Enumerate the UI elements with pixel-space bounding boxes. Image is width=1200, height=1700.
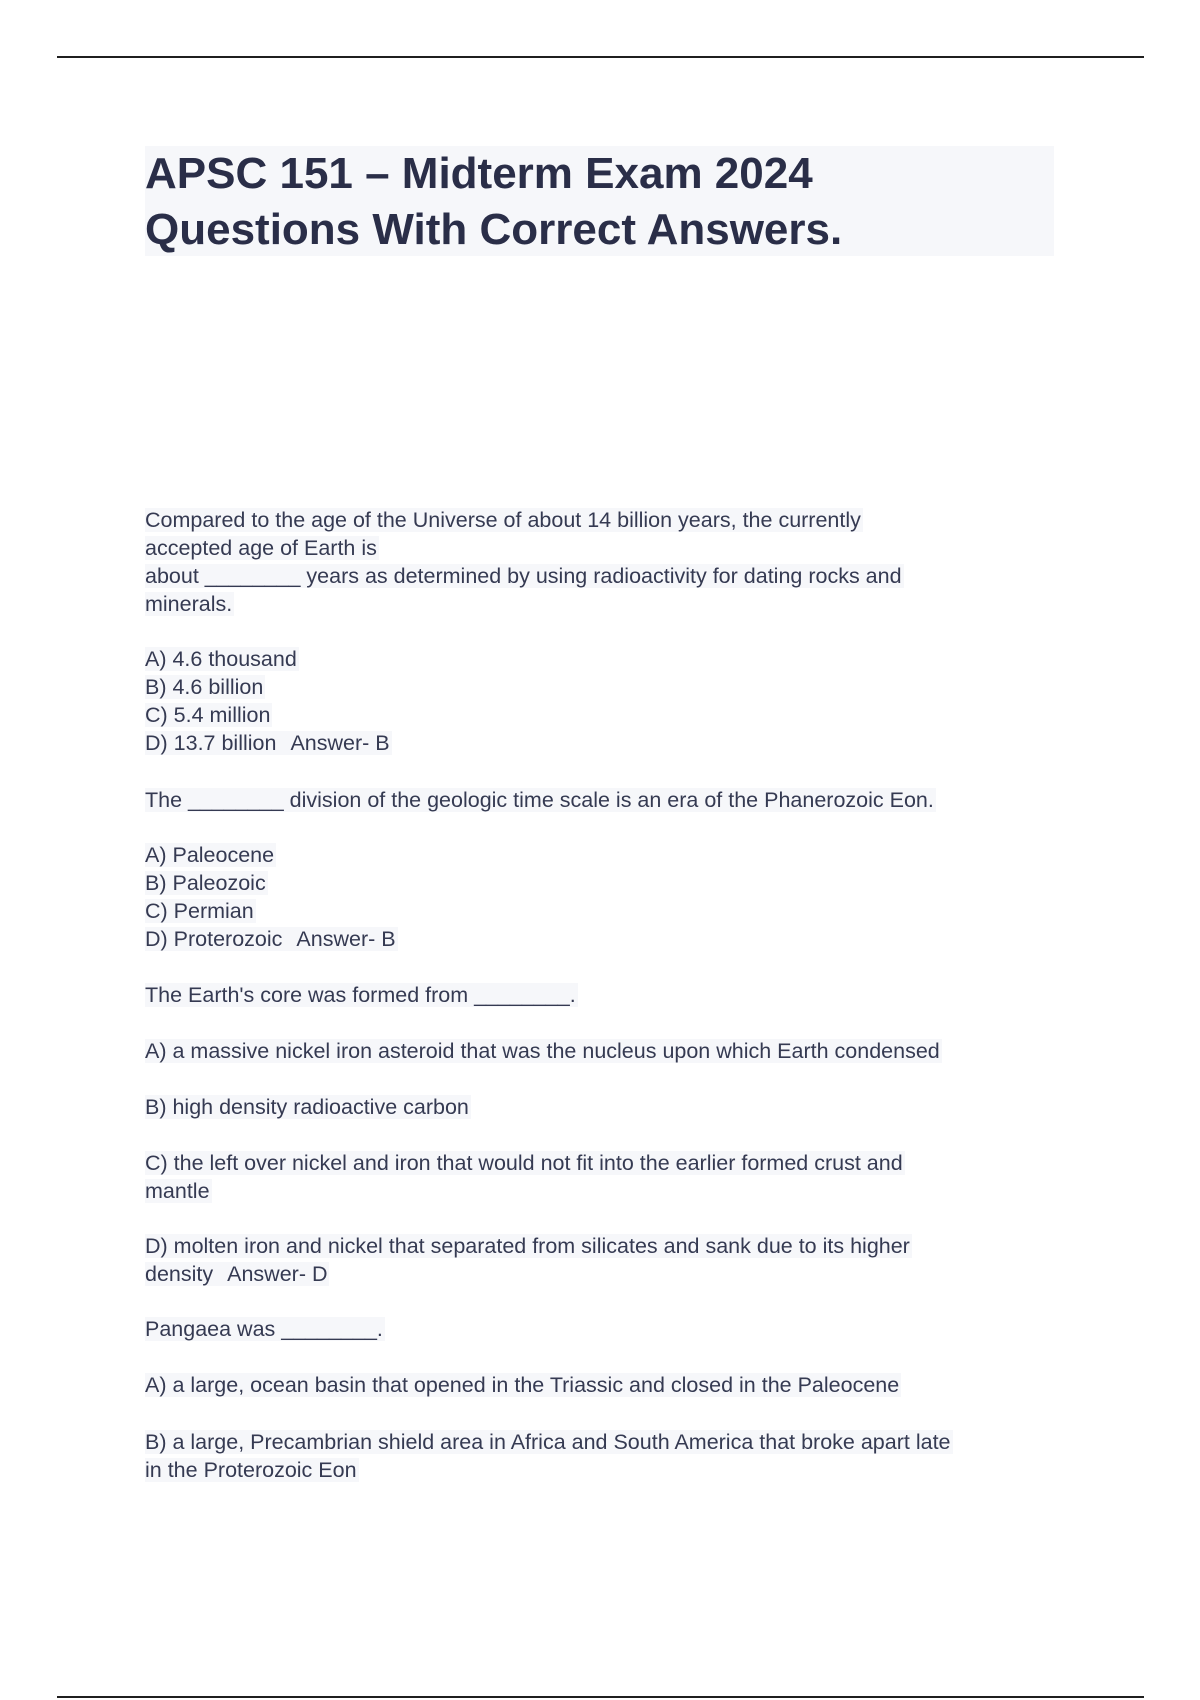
question-4-option-b <box>145 1428 953 1484</box>
question-2-option-c: C) Permian <box>145 899 254 923</box>
title-line-1: APSC 151 – Midterm Exam 2024 <box>145 149 813 198</box>
question-1-option-c: C) 5.4 million <box>145 703 271 727</box>
question-4-option-b-line-2: in the Proterozoic Eon <box>145 1458 357 1482</box>
question-3-option-b-text: B) high density radioactive carbon <box>145 1095 469 1119</box>
question-1-option-b: B) 4.6 billion <box>145 675 264 699</box>
question-4-option-a <box>145 1371 901 1399</box>
question-3-stem <box>145 981 578 1009</box>
question-2-stem-line: The ________ division of the geologic time scale is an era of the Phanerozoic Eon. <box>145 788 934 812</box>
question-4-stem-line: Pangaea was ________. <box>145 1317 383 1341</box>
bottom-rule <box>57 1696 1144 1698</box>
question-3-answer: Answer- D <box>227 1262 328 1286</box>
question-4-option-a-text: A) a large, ocean basin that opened in the Triassic and closed in the Paleocene <box>145 1373 900 1397</box>
question-3-option-a <box>145 1037 942 1065</box>
top-rule <box>57 56 1144 58</box>
question-3-option-a-text: A) a massive nickel iron asteroid that was the nucleus upon which Earth condensed <box>145 1039 940 1063</box>
question-1-stem-line: accepted age of Earth is <box>145 536 377 560</box>
question-3-option-d-line-2: density <box>145 1262 214 1286</box>
question-3-option-c <box>145 1149 905 1205</box>
question-2-option-d: D) Proterozoic <box>145 927 283 951</box>
question-3-option-d-line-1: D) molten iron and nickel that separated from silicates and sank due to its higher <box>145 1234 910 1258</box>
question-1-stem-line: minerals. <box>145 592 233 616</box>
question-4-stem <box>145 1315 385 1343</box>
question-3-option-c-line-2: mantle <box>145 1179 210 1203</box>
title-line-2: Questions With Correct Answers. <box>145 205 843 254</box>
question-4-option-b-line-1: B) a large, Precambrian shield area in Africa and South America that broke apart late <box>145 1430 951 1454</box>
question-1-options <box>145 645 392 757</box>
page-title <box>145 146 842 258</box>
question-1-stem-line: about ________ years as determined by using radioactivity for dating rocks and <box>145 564 902 588</box>
question-2-answer: Answer- B <box>296 927 396 951</box>
question-3-stem-line: The Earth's core was formed from ________. <box>145 983 576 1007</box>
question-1-stem-line: Compared to the age of the Universe of about 14 billion years, the currently <box>145 508 861 532</box>
question-2-stem <box>145 786 936 814</box>
question-1-option-a: A) 4.6 thousand <box>145 647 297 671</box>
question-2-option-b: B) Paleozoic <box>145 871 266 895</box>
question-1-option-d: D) 13.7 billion <box>145 731 277 755</box>
question-1-answer: Answer- B <box>290 731 390 755</box>
question-2-options <box>145 841 398 953</box>
question-3-option-d <box>145 1232 912 1288</box>
question-2-option-a: A) Paleocene <box>145 843 275 867</box>
question-3-option-b <box>145 1093 471 1121</box>
question-1-stem <box>145 506 904 618</box>
question-3-option-c-line-1: C) the left over nickel and iron that would not fit into the earlier formed crust and <box>145 1151 903 1175</box>
